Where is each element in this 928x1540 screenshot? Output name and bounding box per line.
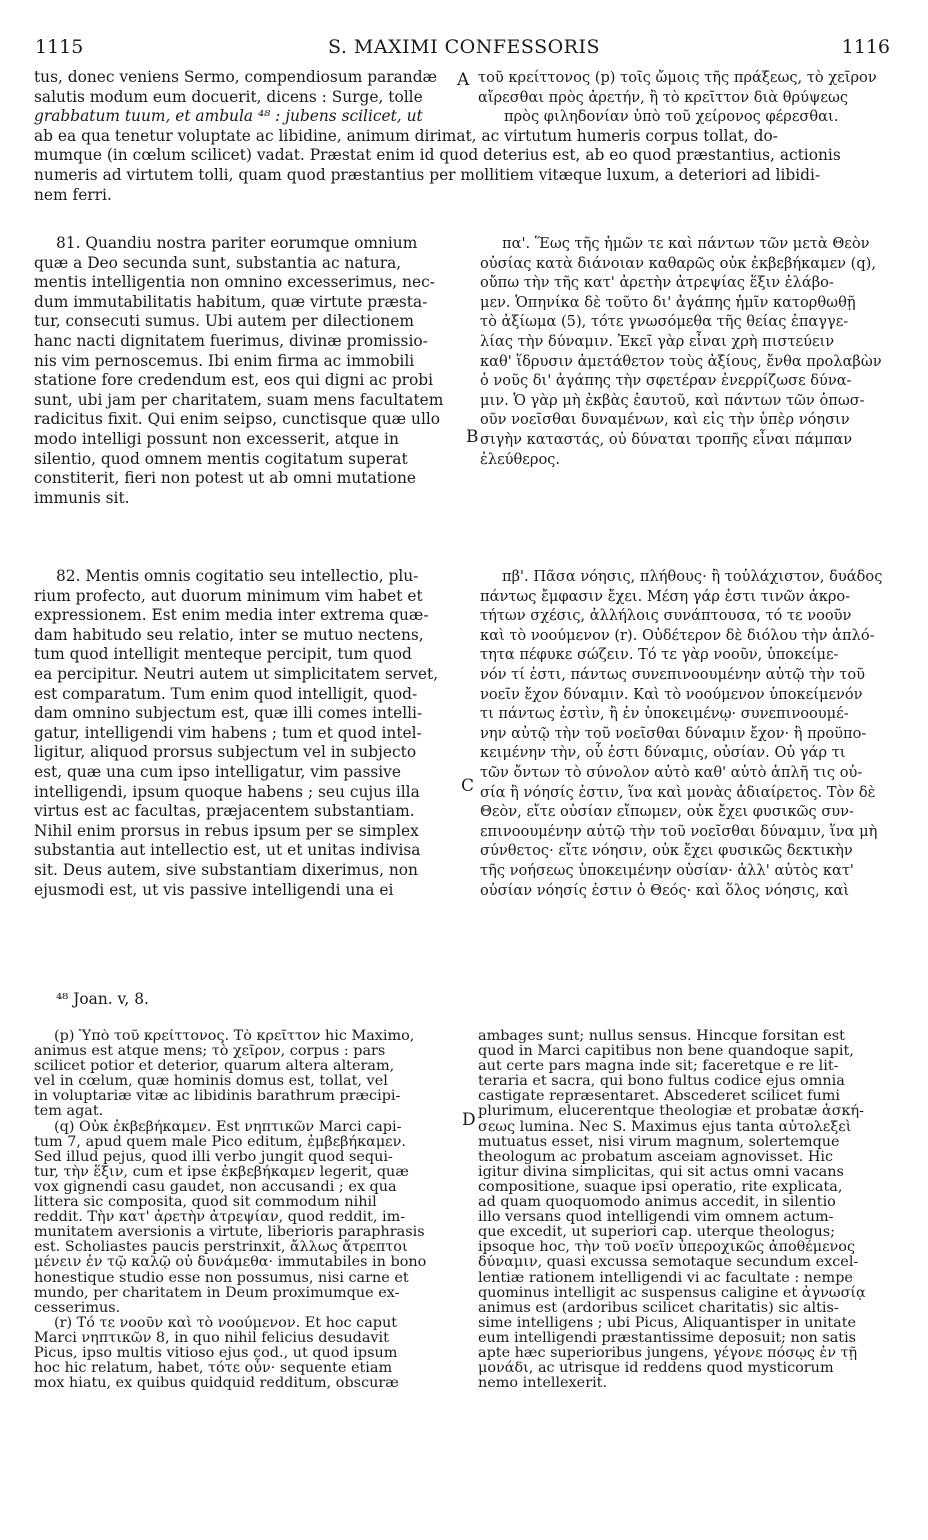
top-greek-text: τοῦ κρείττονος (p) τοῖς ὤμοις τῆς πράξεως, τὸ χεῖρον αἴρεσθαι πρὸς ἀρετήν, ἢ τὸ κρεῖττον διὰ θρύψεως πρὸς φιληδονίαν ὑπὸ τοῦ χείρονος φέρεσθαι. — [478, 69, 877, 126]
margin-letter-c: C — [461, 776, 475, 796]
chapter-82-latin: 82. Mentis omnis cogitatio seu intellectio, plu- rium profecto, aut duorum minimum vim habet et expressionem. Est enim media inter extrema quæ- dam habitudo seu relatio, inter se mutuo nectens, tum quod intelligit menteque percipit, tum quod ea percipitur. Neutri autem ut simplicitatem servet, est comparatum. Tum enim quod intelligit, quod- dam omnino subjectum est, quæ illi comes intelli- gatur, intelligendi vim habens ; tum et quod intel- ligitur, aliquod prorsus subjectum vel in subjecto est, quæ una cum ipso intelligatur, vim passive intelligendi, ipsum quoque habens ; seu cujus illa virtus est ac facultas, præjacentem substantiam. Nihil enim prorsus in rebus ipsum per se simplex substantia aut intellectio est, ut et unitas indivisa sit. Deus autem, sive substantiam dixerimus, non ejusmodi est, ut vis passive intelligendi una ei — [34, 567, 439, 899]
running-title: S. MAXIMI CONFESSORIS — [327, 36, 601, 58]
page-number-left: 1115 — [35, 36, 84, 58]
margin-letter-a: A — [457, 70, 470, 90]
top-latin-text: tus, donec veniens Sermo, compendiosum parandæ salutis modum eum docuerit, dicens : Surge, tolle grabbatum tuum, et ambula ⁴⁸ : jubens scilicet, ut ab ea qua tenetur voluptate ac libidine, animum dirimat, ac virtutum humeris corpus tollat, do- mumque (in cœlum scilicet) vadat. Præstat enim id quod deterius est, ab eo quod præstantius, actionis numeris ad virtutem tolli, quam quod præstantius per mollitiem vitæque luxum, a deteriori ad libidi- nem ferri. — [34, 68, 841, 204]
margin-letter-b: B — [466, 427, 479, 447]
notes-left-column: (p) Ὑπὸ τοῦ κρείττονος. Τὸ κρεῖττον hic Maximo, animus est atque mens; τὸ χεῖρον, corpus : pars scilicet potior et deterior, quarum altera alteram, vel in cœlum, quæ hominis domus est, tollat, vel in voluptariæ vitæ ac libidinis barathrum præcipi- tem agat. (q) Οὐκ ἐκβεβήκαμεν. Est νηπτικῶν Marci capi- tum 7, apud quem male Pico editum, ἐμβεβήκαμεν. Sed illud pejus, quod illi verbo jungit quod sequi- tur, τὴν ἕξιν, cum et ipse ἐκβεβήκαμεν legerit, quæ vox gignendi casu gaudet, non accusandi ; ex qua littera sic composita, quod sit commodum nihil reddit. Τὴν κατ' ἀρετὴν ἀτρεψίαν, quod reddit, im- munitatem aversionis a virtute, liberioris paraphrasis est. Scholiastes paucis perstrinxit, ἄλλως ἄτρεπτοι μένειν ἐν τῷ καλῷ οὐ δυνάμεθα· immutabiles in bono honestique studio esse non possumus, nisi carne et mundo, per charitatem in Deum proximumque ex- cesserimus. (r) Τό τε νοοῦν καὶ τὸ νοούμενον. Et hoc caput Marci νηπτικῶν 8, in quo nihil felicius desudavit Picus, ipso multis vitioso ejus cod., ut quod ipsum hoc hic relatum, habet, τότε οὖν· sequente etiam mox hiatu, ex quibus quidquid redditum, obscuræ — [34, 1029, 427, 1392]
footnote-reference: ⁴⁸ Joan. v, 8. — [56, 990, 149, 1008]
notes-right-column: ambages sunt; nullus sensus. Hincque forsitan est quod in Marci capitibus non bene quandoque sapit, aut certe pars magna inde sit; faceretque e re lit- teraria et sacra, qui bono fultus codice ejus omnia castigate repræsentaret. Abscederet scilicet fumi plurimum, elucerentque theologiæ et probatæ ἀσκή- σεως lumina. Nec S. Maximus ejus tanta αὐτολεξεὶ mutuatus esset, nisi virum magnum, solertemque theologum ac probatum asceiam agnovisset. Hic igitur divina simplicitas, qui sit actus omni vacans compositione, suaque ipsi operatio, rite explicata, ad quam quoquomodo animus accedit, in silentio illo versans quod intelligendi vim omnem actum- que excedit, ut superiori cap. uterque theologus; ipsoque hoc, τὴν τοῦ νοεῖν ὑπεροχικῶς ἀποθέμενος δύναμιν, quasi excussa semotaque secundum excel- lentiæ rationem intelligendi vi ac facultate : nempe quominus intelligit ac suspensus caligine et ἀγνωσίᾳ animus est (ardoribus scilicet charitatis) sic altis- sime intelligens ; ubi Picus, Aliquantisper in unitate eum intelligendi præstantissime deposuit; non satis apte hæc superioribus jungens, γέγονε πόσῳς ἐν τῇ μονάδι, ac utrisque id reddens quod mysticorum nemo intellexerit. — [478, 1029, 866, 1392]
chapter-82-greek: πβ'. Πᾶσα νόησις, πλήθους· ἢ τοὐλάχιστον, δυάδος πάντως ἔμφασιν ἔχει. Μέση γάρ ἐστι τινῶν ἀκρο- τήτων σχέσις, ἀλλήλοις συνάπτουσα, τό τε νοοῦν καὶ τὸ νοούμενον (r). Οὐδέτερον δὲ διόλου τὴν ἁπλό- τητα πέφυκε σώζειν. Τό τε γὰρ νοοῦν, ὑποκείμε- νόν τί ἐστι, πάντως συνεπινοουμένην αὐτῷ τὴν τοῦ νοεῖν ἔχον δύναμιν. Καὶ τὸ νοούμενον ὑποκείμενόν τι πάντως ἐστὶν, ἢ ἐν ὑποκειμένῳ· συνεπινοουμέ- νην αὐτῷ τὴν τοῦ νοεῖσθαι δύναμιν ἔχον· ἢ προϋπο- κειμένην τὴν, οὗ ἐστι δύναμις, οὐσίαν. Οὐ γάρ τι τῶν ὄντων τὸ σύνολον αὐτὸ καθ' αὑτὸ ἁπλῆ τις οὐ- σία ἢ νόησίς ἐστιν, ἵνα καὶ μονὰς ἀδιαίρετος. Τὸν δὲ Θεὸν, εἴτε οὐσίαν εἴπωμεν, οὐκ ἔχει φυσικῶς συν- επινοουμένην αὐτῷ τὴν τοῦ νοεῖσθαι δύναμιν, ἵνα μὴ σύνθετος· εἴτε νόησιν, οὐκ ἔχει φυσικῶς δεκτικὴν τῆς νοήσεως ὑποκειμένην οὐσίαν· ἀλλ' αὐτὸς κατ' οὐσίαν νόησίς ἐστιν ὁ Θεός· καὶ ὅλος νόησις, καὶ — [480, 568, 883, 899]
margin-letter-d: D — [462, 1110, 476, 1130]
chapter-81-latin: 81. Quandiu nostra pariter eorumque omnium quæ a Deo secunda sunt, substantia ac natura, mentis intelligentia non omnino excesserimus, nec- dum immutabilitatis habitum, quæ virtute præsta- tur, consecuti sumus. Ubi autem per dilectionem hanc nacti dignitatem fuerimus, divinæ promissio- nis vim pernoscemus. Ibi enim firma ac immobili statione fore credendum est, eos qui digni ac probi sunt, ubi jam per charitatem, suam mens facultatem radicitus fixit. Qui enim seipso, cunctisque quæ ullo modo intelligi possunt non excesserit, atque in silentio, quod omnem mentis cogitatum superat constiterit, fieri non potest ut ab omni mutatione immunis sit. — [34, 234, 444, 507]
chapter-81-greek: πα'. Ἕως τῆς ἡμῶν τε καὶ πάντων τῶν μετὰ Θεὸν οὐσίας κατὰ διάνοιαν καθαρῶς οὐκ ἐκβεβήκαμεν (q), οὔπω τὴν τῆς κατ' ἀρετὴν ἀτρεψίας ἕξιν ἐλάβο- μεν. Ὁπηνίκα δὲ τοῦτο δι' ἀγάπης ἡμῖν κατορθωθῇ τὸ ἀξίωμα (5), τότε γνωσόμεθα τῆς θείας ἐπαγγε- λίας τὴν δύναμιν. Ἐκεῖ γὰρ εἶναι χρὴ πιστεύειν καθ' ἵδρυσιν ἀμετάθετον τοὺς ἀξίους, ἔνθα προλαβὼν ὁ νοῦς δι' ἀγάπης τὴν σφετέραν ἐνερρίζωσε δύνα- μιν. Ὁ γὰρ μὴ ἐκβὰς ἑαυτοῦ, καὶ πάντων τῶν ὁπωσ- οῦν νοεῖσθαι δυναμένων, καὶ εἰς τὴν ὑπὲρ νόησιν σιγὴν καταστάς, οὐ δύναται τροπῆς εἶναι πάμπαν ἐλεύθερος. — [480, 235, 882, 468]
page-number-right: 1116 — [841, 36, 890, 58]
